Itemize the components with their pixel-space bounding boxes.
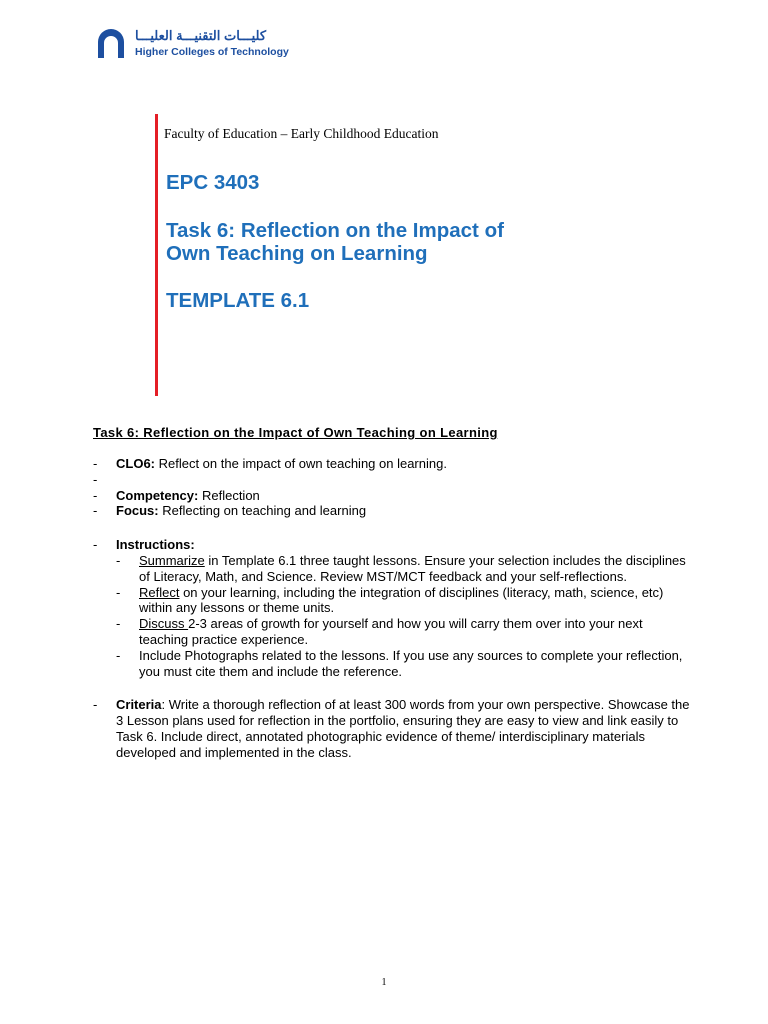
clo-text: Reflect on the impact of own teaching on learning.	[155, 456, 447, 471]
logo-english-text: Higher Colleges of Technology	[135, 46, 289, 58]
hct-arch-icon	[95, 26, 127, 60]
focus-item: - Focus: Reflecting on teaching and learning	[93, 503, 367, 519]
focus-label: Focus:	[116, 503, 159, 519]
course-code: EPC 3403	[166, 171, 260, 194]
task-title-line-1: Task 6: Reflection on the Impact of	[166, 219, 504, 242]
page-number: 1	[381, 977, 387, 988]
red-accent-bar	[155, 114, 158, 396]
instruction-summarize: - Summarize in Template 6.1 three taught lessons. Ensure your selection includes the disciplines of Literacy, Math, and Science. Review MST/MCT feedback and your self-reflections.	[116, 552, 686, 584]
task-details	[93, 456, 693, 761]
task-title-line-2: Own Teaching on Learning	[166, 242, 428, 265]
clo-label: CLO6:	[116, 456, 155, 471]
criteria-text: : Write a thorough reflection of at least 300 words from your own perspective. Showcase the 3 Lesson plans used for reflection in the portfolio, ensuring they are easy to view and link easily to Task 6. Include direct, annotated photographic evidence of theme/ interdisciplinary materials developed and implemented in the class.	[116, 697, 690, 760]
competency-item: - Competency: Reflection	[93, 487, 260, 503]
focus-text: Reflecting on teaching and learning	[158, 503, 367, 519]
instructions-item: - Instructions:	[93, 537, 195, 553]
hct-logo	[95, 26, 305, 62]
instructions-label: Instructions:	[116, 537, 195, 553]
instruction-discuss: - Discuss 2-3 areas of growth for yourself and how you will carry them over into your next teaching practice experience.	[116, 616, 643, 647]
template-label: TEMPLATE 6.1	[166, 289, 310, 312]
empty-item: -	[93, 471, 98, 487]
instruction-photographs: - Include Photographs related to the lessons. If you use any sources to complete your reflection, you must cite them and include the reference.	[116, 647, 683, 679]
competency-label: Competency:	[116, 487, 199, 503]
instruction-reflect: - Reflect on your learning, including the integration of disciplines (literacy, math, science, etc) within any lessons or theme units.	[116, 584, 664, 616]
criteria-item: - Criteria: Write a thorough reflection of at least 300 words from your own perspective. Showcase the 3 Lesson plans used for reflection in the portfolio, ensuring they are easy to view and link easily to Task 6. Include direct, annotated photographic evidence of theme/ interdisciplinary materials developed and implemented in the class.	[93, 697, 690, 760]
section-heading: Task 6: Reflection on the Impact of Own Teaching on Learning	[93, 425, 498, 440]
faculty-line: Faculty of Education – Early Childhood Education	[164, 126, 439, 141]
competency-text: Reflection	[198, 487, 260, 503]
criteria-label: Criteria	[116, 697, 162, 713]
clo-item: - CLO6: Reflect on the impact of own teaching on learning.	[93, 456, 447, 471]
logo-arabic-text: كليـــات التقنيـــة العليـــا	[135, 28, 267, 43]
